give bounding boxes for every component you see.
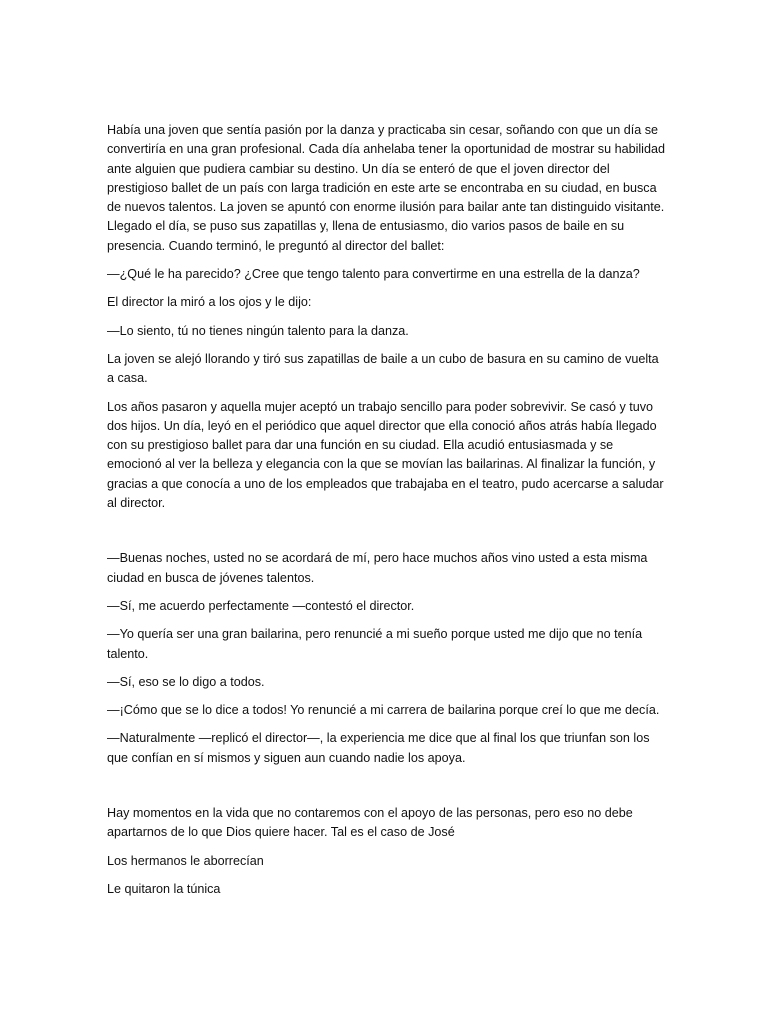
paragraph-took-tunic: Le quitaron la túnica — [107, 881, 221, 896]
paragraph-intro: Había una joven que sentía pasión por la danza y practicaba sin cesar, soñando con que un día se convertiría en una gran profesional. Cada día anhelaba tener la oportunidad de mostrar su habilidad ante alguien que pudiera cambiar su destino. Un día se enteró de que el joven director del prestigioso ballet de un país con larga tradición en este arte se encontraba en su ciudad, en busca de nuevos talentos. La joven se apuntó con enorme ilusión para bailar ante tan distinguido visitante. Llegado el día, se puso sus zapatillas y, llena de entusiasmo, dio varios pasos de baile en su presencia. Cuando terminó, le preguntó al director del ballet: — [107, 123, 665, 253]
paragraph-girl-left: La joven se alejó llorando y tiró sus zapatillas de baile a un cubo de basura en su camino de vuelta a casa. — [107, 351, 659, 386]
paragraph-naturally: —Naturalmente —replicó el director—, la experiencia me dice que al final los que triunfan son los que confían en sí mismos y siguen aun cuando nadie los apoya. — [107, 731, 650, 765]
paragraph-how-to-all: —¡Cómo que se lo dice a todos! Yo renuncié a mi carrera de bailarina porque creí lo que me decía. — [107, 703, 660, 718]
paragraph-say-to-all: —Sí, eso se lo digo a todos. — [107, 674, 265, 689]
paragraph-question: —¿Qué le ha parecido? ¿Cree que tengo talento para convertirme en una estrella de la danza? — [107, 267, 640, 282]
paragraph-moments-in-life: Hay momentos en la vida que no contaremos con el apoyo de las personas, pero eso no debe apartarnos de lo que Dios quiere hacer. Tal es el caso de José — [107, 806, 633, 840]
paragraph-brothers-hated: Los hermanos le aborrecían — [107, 853, 264, 868]
paragraph-director-looked: El director la miró a los ojos y le dijo: — [107, 295, 312, 310]
paragraph-years-passed: Los años pasaron y aquella mujer aceptó un trabajo sencillo para poder sobrevivir. Se casó y tuvo dos hijos. Un día, leyó en el periódico que aquel director que ella conoció años atrás había llegado con su prestigioso ballet para dar una función en su ciudad. Ella acudió entusiasmada y se emocionó al ver la belleza y elegancia con la que se movían las bailarinas. Al finalizar la función, y gracias a que conocía a uno de los empleados que trabajaba en el teatro, pudo acercarse a saludar al director. — [107, 399, 664, 511]
paragraph-good-evening: —Buenas noches, usted no se acordará de mí, pero hace muchos años vino usted a esta misma ciudad en busca de jóvenes talentos. — [107, 551, 648, 585]
paragraph-director-reply: —Lo siento, tú no tienes ningún talento para la danza. — [107, 323, 409, 338]
paragraph-remember: —Sí, me acuerdo perfectamente —contestó el director. — [107, 598, 415, 613]
paragraph-wanted-ballerina: —Yo quería ser una gran bailarina, pero renuncié a mi sueño porque usted me dijo que no tenía talento. — [107, 627, 643, 661]
